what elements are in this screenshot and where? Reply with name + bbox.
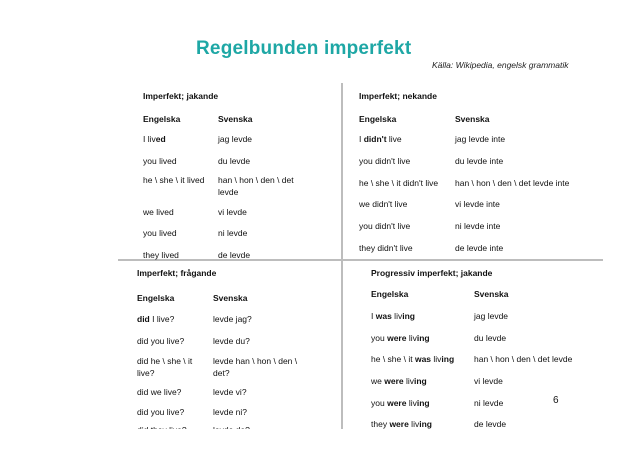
english-cell: we lived bbox=[143, 207, 174, 217]
english-cell: did we live? bbox=[137, 387, 182, 397]
english-cell: I lived bbox=[143, 134, 166, 144]
english-cell: you didn't live bbox=[359, 221, 411, 231]
english-cell: he \ she \ it was living bbox=[371, 354, 455, 364]
vertical-divider bbox=[341, 83, 343, 431]
swedish-cell: jag levde bbox=[474, 311, 509, 321]
swedish-cell: han \ hon \ den \ det levde inte bbox=[455, 178, 570, 188]
slide-title: Regelbunden imperfekt bbox=[196, 38, 412, 59]
english-cell: I didn't live bbox=[359, 134, 402, 144]
english-cell: we were living bbox=[371, 376, 427, 386]
english-cell: you didn't live bbox=[359, 156, 411, 166]
swedish-cell: du levde inte bbox=[455, 156, 504, 166]
column-header-swedish: Svenska bbox=[213, 293, 248, 303]
swedish-cell: vi levde bbox=[474, 376, 503, 386]
swedish-cell: du levde bbox=[218, 156, 251, 166]
column-header-swedish: Svenska bbox=[218, 114, 253, 124]
swedish-cell: levde du? bbox=[213, 336, 250, 346]
english-cell: you were living bbox=[371, 333, 430, 343]
swedish-cell: ni levde bbox=[218, 228, 248, 238]
swedish-cell: vi levde inte bbox=[455, 199, 500, 209]
column-header-english: Engelska bbox=[371, 289, 409, 299]
quadrant-title: Imperfekt; nekande bbox=[359, 91, 437, 101]
swedish-cell: han \ hon \ den \ det levde bbox=[218, 175, 294, 197]
english-cell: they were living bbox=[371, 419, 432, 429]
quadrant-title: Imperfekt; jakande bbox=[143, 91, 219, 101]
english-cell: I was living bbox=[371, 311, 415, 321]
english-cell: you lived bbox=[143, 228, 177, 238]
english-cell: you were living bbox=[371, 398, 430, 408]
swedish-cell: de levde inte bbox=[455, 243, 504, 253]
english-cell: did you live? bbox=[137, 336, 185, 346]
english-cell: did he \ she \ it live? bbox=[137, 356, 193, 378]
swedish-cell: jag levde inte bbox=[455, 134, 506, 144]
horizontal-divider bbox=[118, 259, 603, 261]
english-cell: they didn't live bbox=[359, 243, 413, 253]
column-header-swedish: Svenska bbox=[474, 289, 509, 299]
column-header-english: Engelska bbox=[143, 114, 181, 124]
english-cell: we didn't live bbox=[359, 199, 408, 209]
swedish-cell: ni levde bbox=[474, 398, 504, 408]
column-header-english: Engelska bbox=[359, 114, 397, 124]
swedish-cell: de levde bbox=[218, 250, 251, 260]
swedish-cell: levde han \ hon \ den \ det? bbox=[213, 356, 298, 378]
swedish-cell: han \ hon \ den \ det levde bbox=[474, 354, 573, 364]
page-number: 6 bbox=[553, 395, 559, 406]
column-header-english: Engelska bbox=[137, 293, 175, 303]
swedish-cell: levde jag? bbox=[213, 314, 252, 324]
swedish-cell: de levde bbox=[474, 419, 507, 429]
column-header-swedish: Svenska bbox=[455, 114, 490, 124]
quadrant-title: Progressiv imperfekt; jakande bbox=[371, 268, 493, 278]
swedish-cell: vi levde bbox=[218, 207, 247, 217]
english-cell: he \ she \ it didn't live bbox=[359, 178, 439, 188]
english-cell: did you live? bbox=[137, 407, 185, 417]
english-cell: he \ she \ it lived bbox=[143, 175, 205, 185]
swedish-cell: levde ni? bbox=[213, 407, 248, 417]
swedish-cell: du levde bbox=[474, 333, 507, 343]
swedish-cell: ni levde inte bbox=[455, 221, 501, 231]
swedish-cell: levde vi? bbox=[213, 387, 247, 397]
english-cell: did I live? bbox=[137, 314, 175, 324]
swedish-cell: jag levde bbox=[218, 134, 253, 144]
quadrant-title: Imperfekt; frågande bbox=[137, 268, 217, 278]
slide-bottom-crop bbox=[0, 429, 638, 451]
english-cell: you lived bbox=[143, 156, 177, 166]
english-cell: they lived bbox=[143, 250, 179, 260]
source-note: Källa: Wikipedia, engelsk grammatik bbox=[432, 60, 569, 70]
